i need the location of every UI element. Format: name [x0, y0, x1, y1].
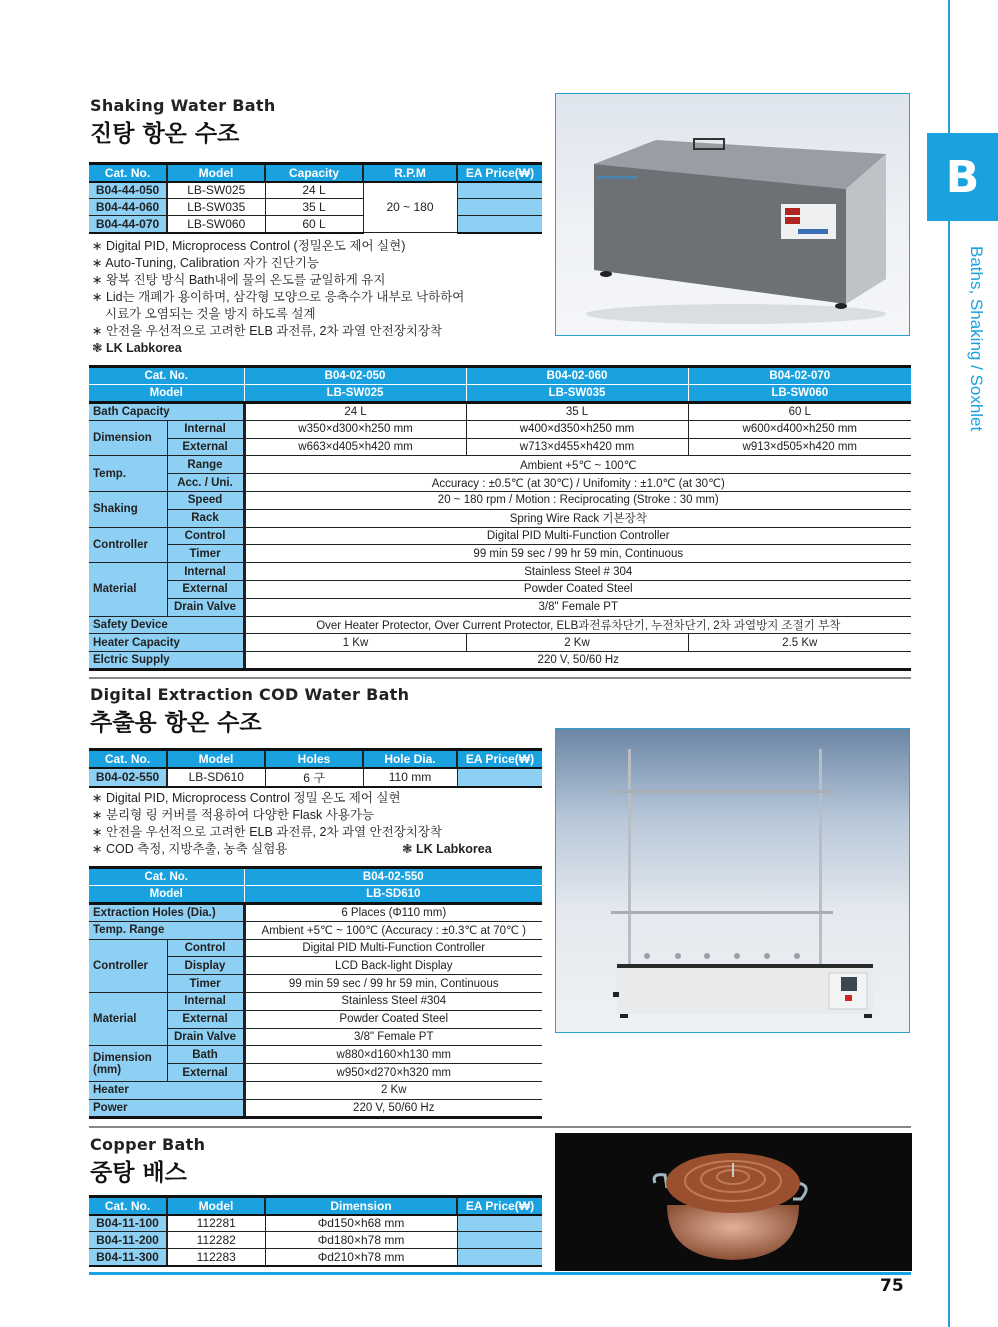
- spec-row: [89, 616, 911, 634]
- spec-row: [89, 474, 911, 492]
- spec-value: 99 min 59 sec / 99 hr 59 min, Continuous: [244, 545, 911, 563]
- product-photo-extraction-bath: [555, 728, 910, 1033]
- spec-row: [89, 904, 542, 922]
- spec-sublabel: Internal: [167, 992, 244, 1010]
- spec-label: Dimension (mm): [89, 1046, 167, 1082]
- hole-dia: 110 mm: [363, 768, 457, 787]
- spec-header: LB-SD610: [244, 886, 542, 904]
- spec-value: 220 V, 50/60 Hz: [244, 652, 911, 670]
- spec-row: [89, 939, 542, 957]
- section-title-ko: 진탕 항온 수조: [90, 121, 240, 147]
- col-header: EA Price(₩): [457, 1197, 542, 1215]
- section-title-ko: 추출용 항온 수조: [90, 710, 262, 736]
- spec-value: w913×d505×h420 mm: [688, 438, 911, 456]
- spec-row: [89, 527, 911, 545]
- col-header: Model: [167, 1197, 265, 1215]
- spec-label: Heater Capacity: [89, 634, 244, 652]
- table-row: [89, 199, 542, 216]
- spec-sublabel: Internal: [167, 420, 244, 438]
- spec-label: Controller: [89, 527, 167, 563]
- spec-value: w663×d405×h420 mm: [244, 438, 466, 456]
- spec-label: Heater: [89, 1081, 244, 1099]
- spec-sublabel: Range: [167, 456, 244, 474]
- model: 112283: [167, 1249, 265, 1266]
- spec-sublabel: Drain Valve: [167, 1028, 244, 1046]
- price-cell: [457, 768, 542, 787]
- spec-label: Temp.: [89, 456, 167, 492]
- spec-sublabel: Control: [167, 939, 244, 957]
- model: 112281: [167, 1215, 265, 1232]
- copper-order-table: [89, 1195, 542, 1267]
- col-header: R.P.M: [363, 164, 457, 182]
- spec-sublabel: Rack: [167, 509, 244, 527]
- brand-label: ❃ LK Labkorea: [402, 842, 492, 856]
- product-photo-copper-bath: [555, 1133, 912, 1271]
- spec-row: [89, 509, 911, 527]
- spec-row: [89, 456, 911, 474]
- note: ∗ COD 측정, 지방추출, 농축 실험용: [92, 842, 288, 856]
- note: ∗ 왕복 진탕 방식 Bath내에 물의 온도를 균일하게 유지: [92, 273, 386, 287]
- shaking-bath-illustration: [556, 94, 910, 336]
- spec-value: Ambient +5℃ ~ 100℃ (Accuracy : ±0.3℃ at 70℃ ): [244, 921, 542, 939]
- spec-value: 2.5 Kw: [688, 634, 911, 652]
- spec-header: B04-02-550: [244, 868, 542, 886]
- feature-notes: [92, 238, 464, 357]
- spec-value: w600×d400×h250 mm: [688, 420, 911, 438]
- section-divider: [89, 1126, 911, 1128]
- col-header: Dimension: [265, 1197, 457, 1215]
- spec-label: Shaking: [89, 491, 167, 527]
- shaking-spec-table: [89, 365, 911, 671]
- spec-value: 2 Kw: [466, 634, 688, 652]
- brand-label: ❃ LK Labkorea: [92, 341, 182, 355]
- capacity: 24 L: [265, 182, 363, 199]
- cat-no: B04-02-550: [89, 768, 167, 787]
- col-header: EA Price(₩): [457, 164, 542, 182]
- spec-label: Bath Capacity: [89, 403, 244, 421]
- model: LB-SW035: [167, 199, 265, 216]
- section-title-en: Digital Extraction COD Water Bath: [90, 685, 410, 704]
- extraction-bath-illustration: [556, 729, 910, 1033]
- cat-no: B04-44-070: [89, 216, 167, 233]
- spec-value: Stainless Steel # 304: [244, 563, 911, 581]
- capacity: 35 L: [265, 199, 363, 216]
- rpm: 20 ~ 180: [363, 182, 457, 233]
- spec-header: B04-02-070: [688, 367, 911, 385]
- note: ∗ 분리형 링 커버를 적용하여 다양한 Flask 사용가능: [92, 808, 374, 822]
- table-row: [89, 216, 542, 233]
- spec-label: Material: [89, 992, 167, 1045]
- price-cell: [457, 1232, 542, 1249]
- chapter-tab: B: [927, 133, 998, 221]
- spec-row: [89, 420, 911, 438]
- spec-header: B04-02-060: [466, 367, 688, 385]
- spec-label: Safety Device: [89, 616, 244, 634]
- spec-label: Power: [89, 1099, 244, 1117]
- section-title-ko: 중탕 배스: [90, 1160, 187, 1186]
- model: LB-SW025: [167, 182, 265, 199]
- product-photo-shaking-bath: [555, 93, 910, 336]
- price-cell: [457, 1215, 542, 1232]
- spec-value: Powder Coated Steel: [244, 580, 911, 598]
- table-row: [89, 768, 542, 787]
- spec-label: Extraction Holes (Dia.): [89, 904, 244, 922]
- note-row: [92, 841, 532, 858]
- price-cell: [457, 199, 542, 216]
- dimension: Φd150×h68 mm: [265, 1215, 457, 1232]
- note: ∗ Digital PID, Microprocess Control (정밀온도 제어 실현): [92, 239, 406, 253]
- dimension: Φd180×h78 mm: [265, 1232, 457, 1249]
- capacity: 60 L: [265, 216, 363, 233]
- cat-no: B04-44-060: [89, 199, 167, 216]
- spec-row: [89, 1099, 542, 1117]
- spec-row: [89, 921, 542, 939]
- spec-value: w880×d160×h130 mm: [244, 1046, 542, 1064]
- spec-header: Cat. No.: [89, 367, 244, 385]
- spec-value: 1 Kw: [244, 634, 466, 652]
- spec-label: Temp. Range: [89, 921, 244, 939]
- table-row: [89, 1249, 542, 1266]
- col-header: Model: [167, 750, 265, 768]
- spec-value: Over Heater Protector, Over Current Protector, ELB과전류차단기, 누전차단기, 2차 과열방지 조절기 부착: [244, 616, 911, 634]
- col-header: Hole Dia.: [363, 750, 457, 768]
- spec-value: w350×d300×h250 mm: [244, 420, 466, 438]
- spec-value: Digital PID Multi-Function Controller: [244, 527, 911, 545]
- bottom-rule: [89, 1272, 911, 1275]
- col-header: Capacity: [265, 164, 363, 182]
- spec-label: Elctric Supply: [89, 652, 244, 670]
- spec-value: 3/8" Female PT: [244, 1028, 542, 1046]
- table-row: [89, 1215, 542, 1232]
- spec-header: Model: [89, 886, 244, 904]
- cat-no: B04-11-100: [89, 1215, 167, 1232]
- cat-no: B04-44-050: [89, 182, 167, 199]
- spec-value: 24 L: [244, 403, 466, 421]
- cat-no: B04-11-200: [89, 1232, 167, 1249]
- col-header: EA Price(₩): [457, 750, 542, 768]
- section-title-en: Shaking Water Bath: [90, 96, 276, 115]
- price-cell: [457, 182, 542, 199]
- copper-bath-illustration: [555, 1133, 912, 1271]
- spec-header: B04-02-050: [244, 367, 466, 385]
- spec-sublabel: Acc. / Uni.: [167, 474, 244, 492]
- spec-row: [89, 438, 911, 456]
- spec-row: [89, 403, 911, 421]
- table-row: [89, 182, 542, 199]
- col-header: Cat. No.: [89, 1197, 167, 1215]
- spec-value: Stainless Steel #304: [244, 992, 542, 1010]
- spec-value: w400×d350×h250 mm: [466, 420, 688, 438]
- spec-value: Ambient +5℃ ~ 100℃: [244, 456, 911, 474]
- model: 112282: [167, 1232, 265, 1249]
- table-row: [89, 1232, 542, 1249]
- spec-value: 6 Places (Φ110 mm): [244, 904, 542, 922]
- spec-value: 3/8" Female PT: [244, 598, 911, 616]
- note: 시료가 오염되는 것을 방지 하도록 설계: [105, 307, 316, 321]
- spec-row: [89, 563, 911, 581]
- spec-value: Accuracy : ±0.5℃ (at 30℃) / Unifomity : ±1.0℃ (at 30℃): [244, 474, 911, 492]
- spec-sublabel: External: [167, 438, 244, 456]
- spec-sublabel: External: [167, 1010, 244, 1028]
- spec-value: 60 L: [688, 403, 911, 421]
- spec-value: Digital PID Multi-Function Controller: [244, 939, 542, 957]
- spec-sublabel: Display: [167, 957, 244, 975]
- spec-row: [89, 992, 542, 1010]
- model: LB-SD610: [167, 768, 265, 787]
- spec-header: Cat. No.: [89, 868, 244, 886]
- spec-sublabel: External: [167, 1064, 244, 1082]
- feature-notes: [92, 790, 532, 858]
- spec-sublabel: Timer: [167, 545, 244, 563]
- spec-value: w950×d270×h320 mm: [244, 1064, 542, 1082]
- shaking-order-table: [89, 162, 542, 234]
- spec-row: [89, 598, 911, 616]
- spec-value: 20 ~ 180 rpm / Motion : Reciprocating (Stroke : 30 mm): [244, 491, 911, 509]
- model: LB-SW060: [167, 216, 265, 233]
- chapter-label: Baths, Shaking / Soxhlet: [967, 246, 986, 432]
- spec-value: 35 L: [466, 403, 688, 421]
- holes: 6 구: [265, 768, 363, 787]
- note: ∗ 안전을 우선적으로 고려한 ELB 과전류, 2차 과열 안전장치장착: [92, 324, 443, 338]
- spec-row: [89, 580, 911, 598]
- spec-sublabel: Bath: [167, 1046, 244, 1064]
- spec-value: 220 V, 50/60 Hz: [244, 1099, 542, 1117]
- col-header: Cat. No.: [89, 164, 167, 182]
- spec-label: Material: [89, 563, 167, 616]
- extraction-order-table: [89, 748, 542, 788]
- col-header: Model: [167, 164, 265, 182]
- note: ∗ Lid는 개폐가 용이하며, 삼각형 모양으로 응축수가 내부로 낙하하여: [92, 290, 465, 304]
- spec-sublabel: External: [167, 580, 244, 598]
- spec-row: [89, 491, 911, 509]
- price-cell: [457, 216, 542, 233]
- spec-value: Spring Wire Rack 기본장착: [244, 509, 911, 527]
- spec-sublabel: Drain Valve: [167, 598, 244, 616]
- spec-header: LB-SW060: [688, 385, 911, 403]
- spec-sublabel: Speed: [167, 491, 244, 509]
- cat-no: B04-11-300: [89, 1249, 167, 1266]
- page-number: 75: [880, 1276, 904, 1296]
- section-title-en: Copper Bath: [90, 1135, 206, 1154]
- spec-header: LB-SW025: [244, 385, 466, 403]
- spec-value: w713×d455×h420 mm: [466, 438, 688, 456]
- section-divider: [89, 677, 911, 679]
- spec-sublabel: Control: [167, 527, 244, 545]
- spec-label: Controller: [89, 939, 167, 992]
- price-cell: [457, 1249, 542, 1266]
- spec-value: 99 min 59 sec / 99 hr 59 min, Continuous: [244, 975, 542, 993]
- col-header: Cat. No.: [89, 750, 167, 768]
- spec-row: [89, 634, 911, 652]
- note: ∗ 안전을 우선적으로 고려한 ELB 과전류, 2차 과열 안전장치장착: [92, 825, 443, 839]
- col-header: Holes: [265, 750, 363, 768]
- spec-value: LCD Back-light Display: [244, 957, 542, 975]
- spec-value: 2 Kw: [244, 1081, 542, 1099]
- spec-row: [89, 1081, 542, 1099]
- dimension: Φd210×h78 mm: [265, 1249, 457, 1266]
- spec-row: [89, 652, 911, 670]
- spec-row: [89, 1046, 542, 1064]
- spec-header: LB-SW035: [466, 385, 688, 403]
- spec-sublabel: Timer: [167, 975, 244, 993]
- note: ∗ Digital PID, Microprocess Control 정밀 온도 제어 실현: [92, 791, 401, 805]
- spec-header: Model: [89, 385, 244, 403]
- extraction-spec-table: [89, 866, 542, 1119]
- spec-row: [89, 545, 911, 563]
- spec-label: Dimension: [89, 420, 167, 456]
- spec-sublabel: Internal: [167, 563, 244, 581]
- spec-value: Powder Coated Steel: [244, 1010, 542, 1028]
- note: ∗ Auto-Tuning, Calibration 자가 진단기능: [92, 256, 319, 270]
